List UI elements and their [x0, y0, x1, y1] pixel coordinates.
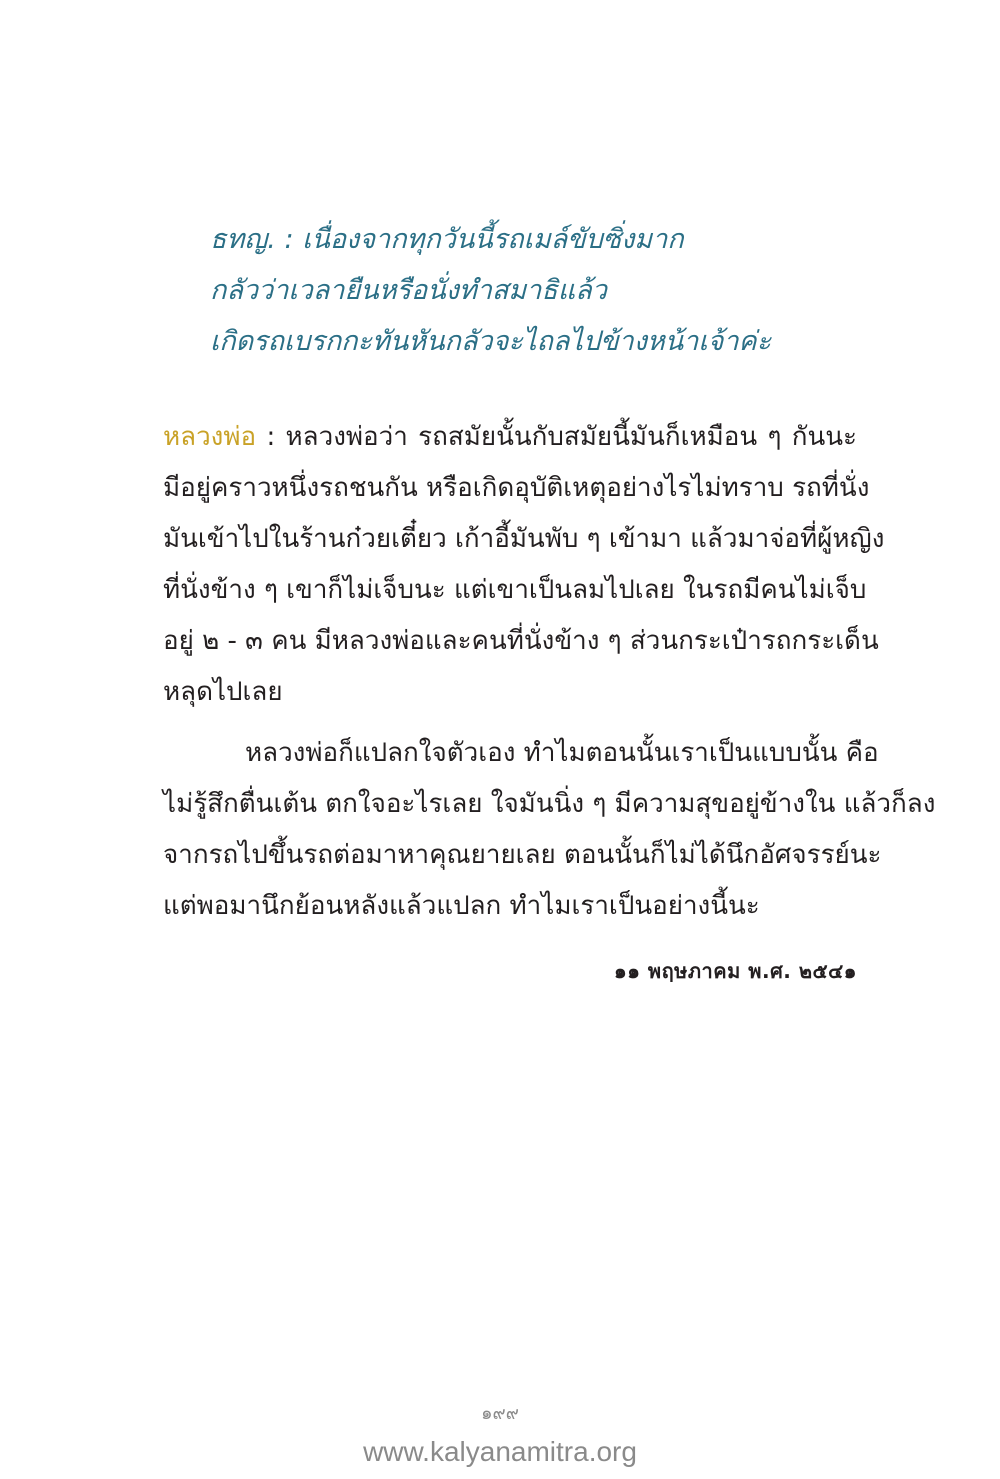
answer-line: แต่พอมานึกย้อนหลังแล้วแปลก ทำไมเราเป็นอย่างนี้นะ — [163, 891, 760, 921]
question-block — [210, 214, 910, 367]
answer-block — [163, 412, 936, 932]
answer-paragraph — [163, 412, 885, 718]
answer-line: หลุดไปเลย — [163, 677, 283, 707]
answer-line: อยู่ ๒ - ๓ คน มีหลวงพ่อและคนที่นั่งข้าง ๆ ส่วนกระเป๋ารถกระเด็น — [163, 626, 879, 656]
date-line: ๑๑ พฤษภาคม พ.ศ. ๒๕๔๑ — [614, 959, 857, 983]
answer-line: มีอยู่คราวหนึ่งรถชนกัน หรือเกิดอุบัติเหตุอย่างไรไม่ทราบ รถที่นั่ง — [163, 473, 870, 503]
question-line: เกิดรถเบรกกะทันหันกลัวจะไถลไปข้างหน้าเจ้าค่ะ — [210, 326, 772, 357]
answer-line: หลวงพ่อก็แปลกใจตัวเอง ทำไมตอนนั้นเราเป็นแบบนั้น คือ — [245, 738, 879, 768]
answer-paragraph — [163, 728, 936, 932]
answer-line: ที่นั่งข้าง ๆ เขาก็ไม่เจ็บนะ แต่เขาเป็นลมไปเลย ในรถมีคนไม่เจ็บ — [163, 575, 867, 605]
question-line: กลัวว่าเวลายืนหรือนั่งทำสมาธิแล้ว — [210, 275, 607, 306]
answer-line — [163, 412, 857, 463]
answer-line: ไม่รู้สึกตื่นเต้น ตกใจอะไรเลย ใจมันนิ่ง ๆ มีความสุขอยู่ข้างใน แล้วก็ลง — [163, 789, 936, 819]
answer-line: มันเข้าไปในร้านก๋วยเตี๋ยว เก้าอี้มันพับ ๆ เข้ามา แล้วมาจ่อที่ผู้หญิง — [163, 524, 885, 554]
answer-line: จากรถไปขึ้นรถต่อมาหาคุณยายเลย ตอนนั้นก็ไม่ได้นึกอัศจรรย์นะ — [163, 840, 882, 870]
footer-url: www.kalyanamitra.org — [363, 1436, 637, 1467]
speaker-label: หลวงพ่อ — [163, 422, 257, 452]
page-number: ๑๙๙ — [481, 1403, 519, 1424]
question-line: ธทญ. : เนื่องจากทุกวันนี้รถเมล์ขับซิ่งมาก — [210, 224, 684, 255]
answer-line-text: หลวงพ่อว่า รถสมัยนั้นกับสมัยนี้มันก็เหมือน ๆ กันนะ — [285, 422, 857, 452]
speaker-separator: : — [256, 422, 286, 452]
